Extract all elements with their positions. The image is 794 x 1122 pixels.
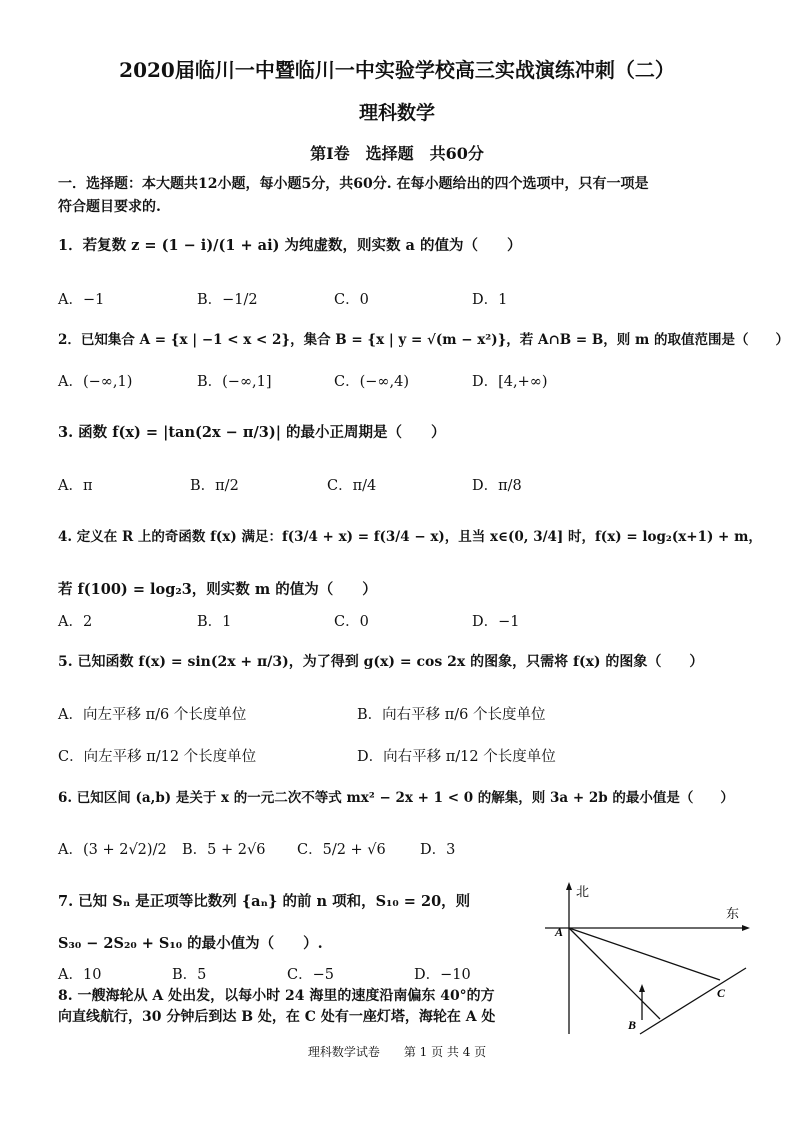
intro-line-1: 一．选择题：本大题共12小题，每小题5分，共60分. 在每小题给出的四个选项中，只有一项是 xyxy=(58,176,649,192)
q5-option-d: D．向右平移 π/12 个长度单位 xyxy=(357,749,556,765)
question-7-stem-line-1: 7. 已知 Sₙ 是正项等比数列 {aₙ} 的前 n 项和，S₁₀ = 20，则 xyxy=(58,893,471,910)
question-3-stem: 3. 函数 f(x) = |tan(2x − π/3)| 的最小正周期是（ ） xyxy=(58,424,446,441)
q5-option-c: C．向左平移 π/12 个长度单位 xyxy=(58,749,257,765)
exam-title: 2020届临川一中暨临川一中实验学校高三实战演练冲刺（二） xyxy=(119,58,675,82)
q6-option-c: C．5/2 + √6 xyxy=(297,842,386,858)
question-7-stem-line-2: S₃₀ − 2S₂₀ + S₁₀ 的最小值为（ ）. xyxy=(58,935,323,952)
question-1-stem: 1．若复数 z = (1 − i)/(1 + ai) 为纯虚数，则实数 a 的值为（ ） xyxy=(58,237,522,254)
q7-option-c: C．−5 xyxy=(287,967,334,983)
north-arrowhead-at-b xyxy=(639,984,645,992)
north-arrowhead xyxy=(566,882,572,890)
q1-option-a: A．−1 xyxy=(58,292,105,308)
point-b-label: B xyxy=(628,1018,637,1032)
point-a-label: A xyxy=(555,925,564,939)
navigation-diagram xyxy=(540,880,760,1040)
q1-option-c: C．0 xyxy=(334,292,369,308)
question-4-stem-line-2: 若 f(100) = log₂3，则实数 m 的值为（ ） xyxy=(58,581,377,598)
q6-option-a: A．(3 + 2√2)/2 xyxy=(58,842,167,858)
q7-option-d: D．−10 xyxy=(414,967,471,983)
q7-option-a: A．10 xyxy=(58,967,102,983)
q3-option-d: D．π/8 xyxy=(472,478,522,494)
q4-option-b: B．1 xyxy=(197,614,232,630)
q5-option-b: B．向右平移 π/6 个长度单位 xyxy=(357,707,546,723)
q2-option-b: B．(−∞,1] xyxy=(197,374,272,390)
question-5-stem: 5. 已知函数 f(x) = sin(2x + π/3)，为了得到 g(x) = cos 2x 的图象，只需将 f(x) 的图象（ ） xyxy=(58,654,704,670)
q1-option-d: D．1 xyxy=(472,292,508,308)
q6-option-b: B．5 + 2√6 xyxy=(182,842,266,858)
q5-option-a: A．向左平移 π/6 个长度单位 xyxy=(58,707,247,723)
question-8-stem-line-1: 8. 一艘海轮从 A 处出发，以每小时 24 海里的速度沿南偏东 40°的方 xyxy=(58,988,495,1004)
q4-option-d: D．−1 xyxy=(472,614,520,630)
section-heading: 第Ⅰ卷 选择题 共60分 xyxy=(310,144,484,163)
question-2-stem: 2．已知集合 A = {x | −1 < x < 2}，集合 B = {x | y = √(m − x²)}，若 A∩B = B，则 m 的取值范围是（ ） xyxy=(58,332,789,348)
segment-bc xyxy=(640,968,746,1034)
segment-ab xyxy=(569,928,660,1019)
q2-option-a: A．(−∞,1) xyxy=(58,374,133,390)
q2-option-c: C．(−∞,4) xyxy=(334,374,409,390)
east-arrowhead xyxy=(742,925,750,931)
q3-option-a: A．π xyxy=(58,478,93,494)
q7-option-b: B．5 xyxy=(172,967,207,983)
q2-option-d: D．[4,+∞) xyxy=(472,374,548,390)
north-label: 北 xyxy=(576,884,590,899)
q4-option-a: A．2 xyxy=(58,614,93,630)
question-6-stem: 6. 已知区间 (a,b) 是关于 x 的一元二次不等式 mx² − 2x + 1 < 0 的解集，则 3a + 2b 的最小值是（ ） xyxy=(58,790,734,806)
q1-option-b: B．−1/2 xyxy=(197,292,258,308)
q6-option-d: D．3 xyxy=(420,842,456,858)
question-4-stem-line-1: 4. 定义在 R 上的奇函数 f(x) 满足：f(3/4 + x) = f(3/4 − x)，且当 x∈(0, 3/4] 时，f(x) = log₂(x+1) + m， xyxy=(58,529,762,545)
point-c-label: C xyxy=(717,986,726,1000)
q4-option-c: C．0 xyxy=(334,614,369,630)
q3-option-b: B．π/2 xyxy=(190,478,239,494)
question-8-stem-line-2: 向直线航行，30 分钟后到达 B 处，在 C 处有一座灯塔，海轮在 A 处 xyxy=(58,1009,496,1025)
segment-ac xyxy=(569,928,720,980)
q3-option-c: C．π/4 xyxy=(327,478,377,494)
exam-subtitle: 理科数学 xyxy=(358,102,435,124)
page-footer: 理科数学试卷 第 1 页 共 4 页 xyxy=(307,1045,487,1059)
east-label: 东 xyxy=(726,906,740,921)
intro-line-2: 符合题目要求的. xyxy=(58,199,161,215)
